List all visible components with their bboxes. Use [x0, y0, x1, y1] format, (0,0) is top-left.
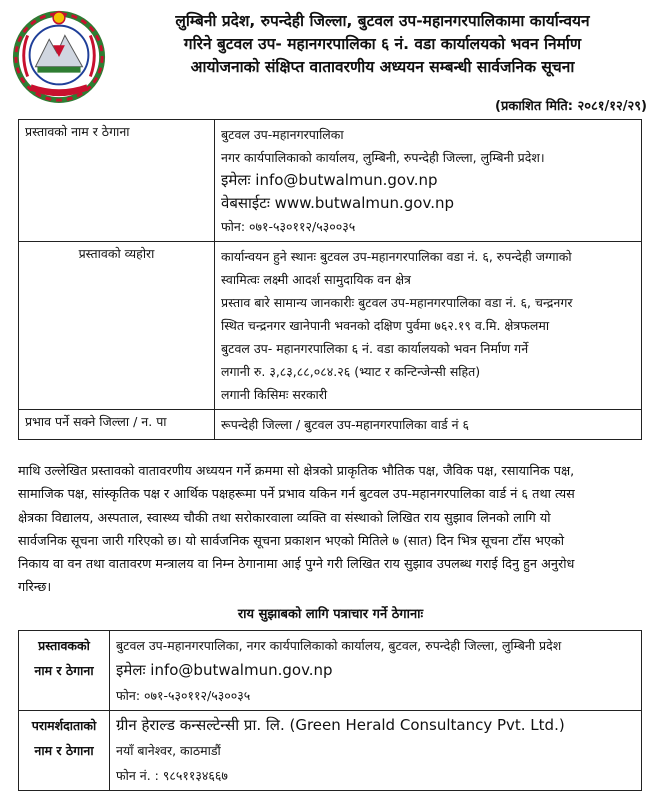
- title-line: गरिने बुटवल उप- महानगरपालिका ६ नं. वडा कार्यालयको भवन निर्माण: [183, 35, 582, 53]
- row-content: [215, 120, 642, 242]
- row-content: [215, 410, 642, 440]
- detail-line: बुटवल उप- महानगरपालिका ६ नं. वडा कार्यालयको भवन निर्माण गर्ने: [221, 341, 529, 356]
- table-row: [19, 120, 642, 242]
- row-label: [19, 711, 110, 791]
- table-row: [19, 711, 642, 791]
- paragraph-line: गरिन्छ।: [18, 580, 52, 596]
- proposer-website: वेबसाईटः www.butwalmun.gov.np: [221, 194, 454, 212]
- detail-line: प्रस्ताव बारे सामान्य जानकारीः बुटवल उप-महानगरपालिका वडा नं. ६, चन्द्रनगर: [221, 295, 573, 310]
- row-label: प्रस्तावको नाम र ठेगाना: [19, 120, 215, 242]
- row-label: प्रभाव पर्ने सक्ने जिल्ला / न. पा: [19, 410, 215, 440]
- paragraph-line: निकाय वा वन तथा वातावरण मन्त्रालय वा निम्न ठेगानामा आई पुग्ने गरी लिखित राय सुझाव उपलब्ध गराई दिनु हुन अनुरोध: [18, 557, 575, 573]
- row-content: [215, 242, 642, 410]
- paragraph-line: सार्वजनिक सूचना जारी गरिएको छ। यो सार्वजनिक सूचना प्रकाशन भएको मितिले ७ (सात) दिन भित्र सूचना टाँस भएको: [18, 533, 565, 549]
- proposer-phone: फोन: ०७१-५३०११२/५३००३५: [116, 688, 251, 703]
- proposer-office: नगर कार्यपालिकाको कार्यालय, लुम्बिनी, रुपन्देही जिल्ला, लुम्बिनी प्रदेश।: [221, 150, 545, 165]
- row-label: प्रस्तावको व्यहोरा: [19, 242, 215, 410]
- row-label: [19, 631, 110, 711]
- nepal-emblem-icon: [10, 6, 108, 104]
- proposer-name: बुटवल उप-महानगरपालिका: [221, 127, 344, 142]
- label-line: नाम र ठेगाना: [34, 663, 94, 678]
- label-line: प्रस्तावकको: [38, 638, 90, 653]
- label-line: परामर्शदाताको: [31, 718, 97, 733]
- detail-line: कार्यान्वयन हुने स्थानः बुटवल उप-महानगरपालिका वडा नं. ६, रुपन्देही जग्गाको: [221, 249, 572, 264]
- detail-line: स्वामित्वः लक्ष्मी आदर्श सामुदायिक वन क्षेत्र: [221, 272, 411, 287]
- title-line: लुम्बिनी प्रदेश, रुपन्देही जिल्ला, बुटवल उप-महानगरपालिकामा कार्यान्वयन: [175, 12, 590, 30]
- detail-line: स्थित चन्द्रनगर खानेपानी भवनको दक्षिण पुर्वमा ७६२.१९ व.मि. क्षेत्रफलमा: [221, 318, 550, 333]
- proposer-email: इमेलः info@butwalmun.gov.np: [116, 661, 333, 679]
- detail-line: लगानी रु. ३,८३,८८,०८४.२६ (भ्याट र कन्टिन्जेन्सी सहित): [221, 364, 481, 379]
- row-content: [110, 711, 642, 791]
- consultant-address: नयाँ बानेश्वर, काठमाडौं: [116, 743, 221, 758]
- proposer-email: इमेलः info@butwalmun.gov.np: [221, 171, 438, 189]
- label-line: नाम र ठेगाना: [34, 743, 94, 758]
- paragraph-line: सामाजिक पक्ष, सांस्कृतिक पक्ष र आर्थिक पक्षहरूमा पर्ने प्रभाव यकिन गर्न बुटवल उप-महानगरपालिका वार्ड नं ६ तथा त्यस: [18, 487, 575, 503]
- title-line: आयोजनाको संक्षिप्त वातावरणीय अध्ययन सम्बन्धी सार्वजनिक सूचना: [190, 58, 575, 76]
- proposer-address: बुटवल उप-महानगरपालिका, नगर कार्यपालिकाको कार्यालय, बुटवल, रुपन्देही जिल्ला, लुम्बिनी प्रदेश: [116, 638, 562, 653]
- table-row: [19, 410, 642, 440]
- notice-title: [110, 10, 655, 79]
- proposer-phone: फोन: ०७१-५३०११२/५३००३५: [221, 219, 356, 234]
- affected-area: रूपन्देही जिल्ला / बुटवल उप-महानगरपालिका वार्ड नं ६: [221, 417, 470, 432]
- table-row: [19, 242, 642, 410]
- detail-line: लगानी किसिमः सरकारी: [221, 387, 328, 402]
- published-date: (प्रकाशित मिति: २०८१/१२/२९): [495, 99, 647, 114]
- consultant-phone: फोन नं. : ९८५११३४६६७: [116, 768, 228, 783]
- notice-paragraph: [18, 460, 646, 600]
- consultant-name: ग्रीन हेराल्ड कन्सल्टेन्सी प्रा. लि. (Green Herald Consultancy Pvt. Ltd.): [116, 716, 565, 734]
- row-content: [110, 631, 642, 711]
- contact-table: [18, 630, 642, 791]
- proposal-table: [18, 119, 642, 440]
- correspondence-heading: राय सुझाबको लागि पत्राचार गर्ने ठेगानाः: [237, 607, 424, 622]
- paragraph-line: क्षेत्रका विद्यालय, अस्पताल, स्वास्थ्य चौकी तथा सरोकारवाला व्यक्ति वा संस्थाको लिखित राय सुझाव लिनको लागि यो: [18, 510, 551, 526]
- paragraph-line: माथि उल्लेखित प्रस्तावको वातावरणीय अध्ययन गर्ने क्रममा सो क्षेत्रको प्राकृतिक भौतिक पक्ष, जैविक पक्ष, रसायानिक पक्ष,: [18, 464, 575, 479]
- table-row: [19, 631, 642, 711]
